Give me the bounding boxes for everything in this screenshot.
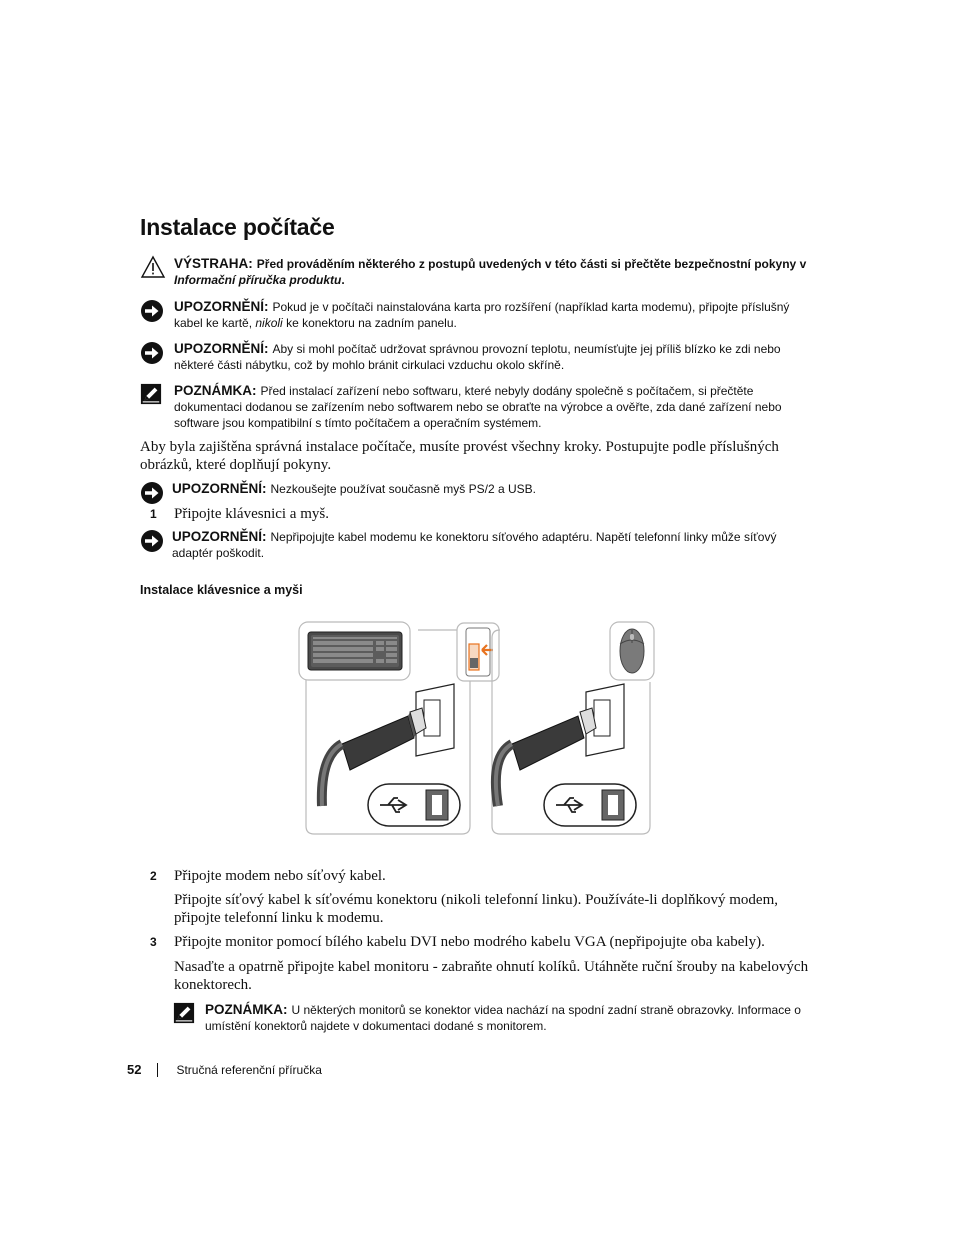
- note-text: [205, 1002, 813, 1034]
- step-item: [150, 933, 815, 994]
- mouse-icon: [620, 629, 644, 673]
- warning-block: [140, 256, 815, 288]
- notice-label: UPOZORNĚNÍ:: [174, 341, 269, 356]
- notice-label: UPOZORNĚNÍ:: [172, 481, 267, 496]
- page-number: 52: [127, 1062, 142, 1077]
- note-body: U některých monitorů se konektor videa nachází na spodní zadní straně obrazovky. Informace o umístění konektorů najdete v dokumentaci dodané s monitorem.: [205, 1003, 801, 1033]
- notice-body: Aby si mohl počítač udržovat správnou provozní teplotu, neumísťujte jej příliš blízko ke zdi nebo některé části nábytku, což by mohlo bránit cirkulaci vzduchu okolo skříně.: [174, 342, 781, 372]
- notice-block: [140, 341, 815, 373]
- note-pencil-icon: [140, 383, 162, 405]
- notice-text: [174, 299, 815, 331]
- step-item: [150, 867, 815, 927]
- notice-arrow-icon: [140, 529, 164, 553]
- warning-body: Před prováděním některého z postupů uvedených v této části si přečtěte bezpečnostní pokyny v: [256, 257, 807, 271]
- step-text: Připojte monitor pomocí bílého kabelu DVI nebo modrého kabelu VGA (nepřipojujte oba kabely).: [174, 934, 765, 950]
- step-detail: Připojte síťový kabel k síťovému konektoru (nikoli telefonní linku). Používáte-li doplňkový modem, připojte telefonní linku k modemu.: [174, 892, 778, 926]
- notice-text: [174, 341, 815, 373]
- note-pencil-icon: [173, 1002, 195, 1024]
- notice-label: UPOZORNĚNÍ:: [172, 529, 267, 544]
- notice-arrow-icon: [140, 481, 164, 505]
- notice-label: UPOZORNĚNÍ:: [174, 299, 269, 314]
- keyboard-mouse-illustration: [298, 620, 656, 842]
- warning-end: .: [341, 273, 345, 287]
- page-title: Instalace počítače: [140, 214, 335, 240]
- step-number: 2: [150, 869, 157, 883]
- usb-port-left: [368, 784, 460, 826]
- step-detail: Nasaďte a opatrně připojte kabel monitoru - zabraňte ohnutí kolíků. Utáhněte ruční šrouby na kabelových konektorech.: [174, 959, 809, 993]
- warning-ref: Informační příručka produktu: [174, 273, 342, 287]
- note-label: POZNÁMKA:: [205, 1002, 288, 1017]
- notice-body: Nezkoušejte používat současně myš PS/2 a USB.: [270, 482, 536, 496]
- warning-label: VÝSTRAHA:: [174, 256, 253, 271]
- footer-divider: [157, 1063, 158, 1077]
- warning-text: [174, 256, 815, 288]
- step-text: Připojte modem nebo síťový kabel.: [174, 868, 386, 884]
- warning-triangle-icon: [140, 255, 166, 279]
- note-text: [174, 383, 815, 431]
- footer-doc-title: Stručná referenční příručka: [176, 1063, 322, 1077]
- notice-body: Nepřipojujte kabel modemu ke konektoru síťového adaptéru. Napětí telefonní linky může síťový adaptér poškodit.: [172, 530, 777, 560]
- computer-tower-icon: [457, 623, 499, 681]
- step-number: 3: [150, 935, 157, 949]
- notice-emphasis: nikoli: [255, 316, 283, 330]
- notice-block: [140, 299, 815, 331]
- notice-end: ke konektoru na zadním panelu.: [282, 316, 457, 330]
- usb-port-right: [544, 784, 636, 826]
- notice-block: [140, 481, 815, 497]
- notice-arrow-icon: [140, 341, 164, 365]
- note-block: [140, 383, 815, 431]
- notice-body: Pokud je v počítači nainstalována karta pro rozšíření (například karta modemu), připojte příslušný kabel ke kartě,: [174, 300, 790, 330]
- note-block: [173, 1002, 813, 1034]
- notice-text: [172, 529, 815, 561]
- notice-text: [172, 481, 815, 497]
- note-body: Před instalací zařízení nebo softwaru, které nebyly dodány společně s počítačem, si přečtěte dokumentaci dodanou se zařízením nebo softwarem nebo se obraťte na výrobce a ověřte, zda dané zařízení nebo software jsou kompatibilní s tímto počítačem a operačním systémem.: [174, 384, 782, 430]
- step-item: [150, 505, 329, 523]
- intro-paragraph: Aby byla zajištěna správná instalace počítače, musíte provést všechny kroky. Postupujte podle příslušných obrázků, které doplňují pokyny.: [140, 439, 779, 473]
- notice-block: [140, 529, 815, 561]
- figure-caption: Instalace klávesnice a myši: [140, 583, 303, 597]
- page-footer: [127, 1062, 322, 1077]
- notice-arrow-icon: [140, 299, 164, 323]
- step-number: 1: [150, 507, 157, 521]
- note-label: POZNÁMKA:: [174, 383, 257, 398]
- step-text: Připojte klávesnici a myš.: [174, 506, 329, 522]
- keyboard-icon: [308, 632, 402, 670]
